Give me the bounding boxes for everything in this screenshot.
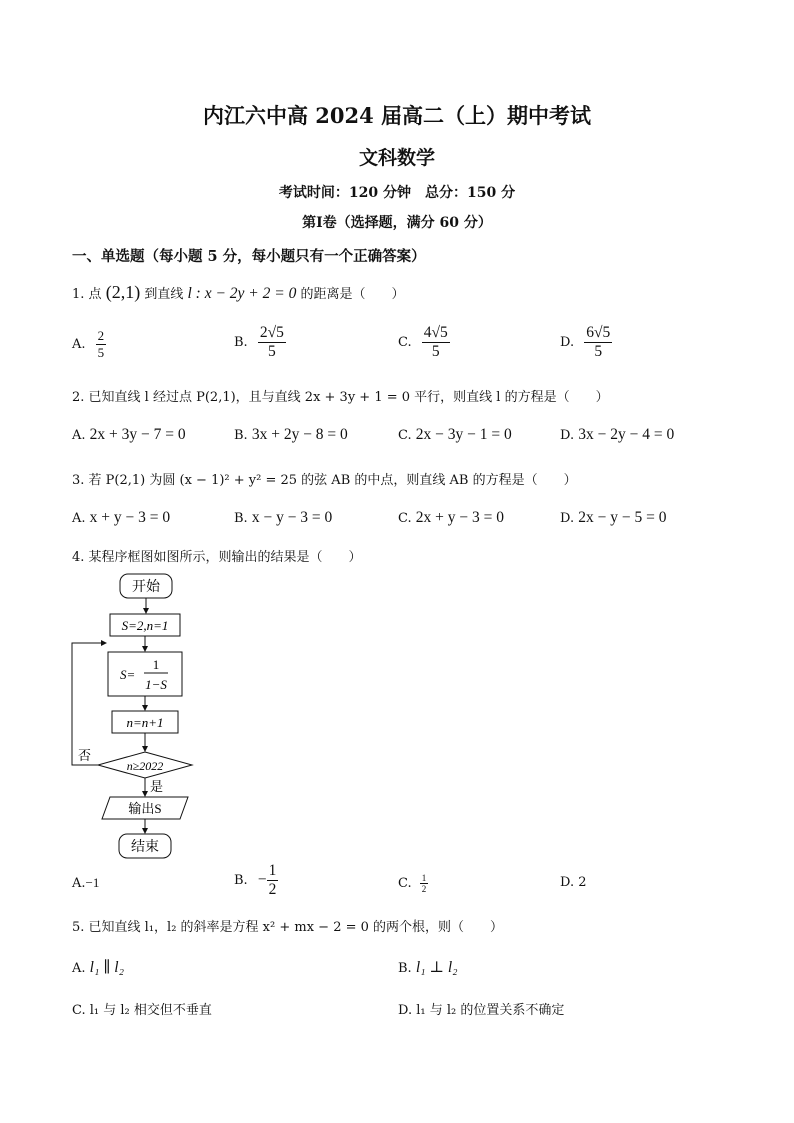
question-number: 1. bbox=[72, 287, 85, 302]
q4-option-d[interactable]: D. 2 bbox=[560, 875, 587, 890]
question-5: 5. 已知直线 l₁，l₂ 的斜率是方程 x² + mx − 2 = 0 的两个根，则（ ） bbox=[72, 920, 504, 935]
section-heading: 一、单选题（每小题 5 分，每小题只有一个正确答案） bbox=[72, 248, 426, 265]
question-3: 3. 若 P(2,1) 为圆 (x − 1)² + y² = 25 的弦 AB 的中点，则直线 AB 的方程是（ ） bbox=[72, 473, 577, 488]
q3-option-d[interactable]: D. 2x − y − 5 = 0 bbox=[560, 509, 667, 526]
q1-option-a[interactable]: A. $\frac{2}{5}$ bbox=[72, 328, 105, 360]
q1-option-d[interactable]: D. $\frac{6√5}{5}$ bbox=[560, 324, 611, 360]
q2-option-c[interactable]: C. 2x − 3y − 1 = 0 bbox=[398, 426, 512, 443]
exam-info: 考试时间：120 分钟 总分：150 分 bbox=[278, 185, 516, 201]
q5-option-c[interactable]: C. l₁ 与 l₂ 相交但不垂直 bbox=[72, 1003, 212, 1018]
question-number: 5. bbox=[72, 920, 85, 935]
question-number: 3. bbox=[72, 473, 85, 488]
flow-end-text: 结束 bbox=[131, 840, 159, 855]
q4-option-c[interactable]: C. $\frac{1}{2}$ bbox=[398, 873, 427, 894]
q3-option-a[interactable]: A. x + y − 3 = 0 bbox=[72, 509, 171, 526]
flow-no-label: 否 bbox=[78, 748, 92, 763]
question-4: 4. 某程序框图如图所示，则输出的结果是（ ） bbox=[72, 550, 362, 565]
flow-init-text: S=2,n=1 bbox=[121, 618, 169, 633]
flow-condition-text: n≥2022 bbox=[126, 759, 164, 773]
q5-option-d[interactable]: D. l₁ 与 l₂ 的位置关系不确定 bbox=[398, 1003, 565, 1018]
q2-option-a[interactable]: A. 2x + 3y − 7 = 0 bbox=[72, 426, 186, 443]
line-equation: l : x − 2y + 2 = 0 bbox=[187, 285, 297, 302]
q2-option-d[interactable]: D. 3x − 2y − 4 = 0 bbox=[560, 426, 675, 443]
point: (2,1) bbox=[105, 282, 141, 302]
question-1: 1. 点 (2,1) 到直线 l : x − 2y + 2 = 0 的距离是（ ） bbox=[72, 282, 405, 302]
q1-option-b[interactable]: B. $\frac{2√5}{5}$ bbox=[234, 324, 284, 360]
exam-title: 内江六中高 2024 届高二（上）期中考试 bbox=[202, 103, 592, 128]
flow-yes-label: 是 bbox=[150, 779, 164, 794]
flowchart bbox=[68, 570, 208, 862]
question-2: 2. 已知直线 l 经过点 P(2,1)，且与直线 2x + 3y + 1 = 0 平行，则直线 l 的方程是（ ） bbox=[72, 390, 609, 405]
flow-assign-den: 1−S bbox=[145, 677, 167, 692]
part-heading: 第Ⅰ卷（选择题，满分 60 分） bbox=[302, 215, 492, 231]
flow-assign-num: 1 bbox=[152, 657, 160, 672]
q4-option-b[interactable]: B. − $\frac{1}{2}$ bbox=[234, 862, 277, 898]
flow-start-text: 开始 bbox=[132, 580, 160, 595]
q3-option-c[interactable]: C. 2x + y − 3 = 0 bbox=[398, 509, 504, 526]
question-number: 2. bbox=[72, 390, 85, 405]
flow-increment-text: n=n+1 bbox=[126, 715, 164, 730]
flow-assign-lhs: S= bbox=[120, 667, 136, 682]
q2-option-b[interactable]: B. 3x + 2y − 8 = 0 bbox=[234, 426, 348, 443]
flow-output-text: 输出S bbox=[128, 801, 162, 816]
q4-option-a[interactable]: A.−1 bbox=[72, 875, 100, 891]
q3-option-b[interactable]: B. x − y − 3 = 0 bbox=[234, 509, 333, 526]
subject-title: 文科数学 bbox=[358, 147, 435, 169]
question-number: 4. bbox=[72, 550, 85, 565]
q1-option-c[interactable]: C. $\frac{4√5}{5}$ bbox=[398, 324, 448, 360]
q5-option-a[interactable]: A. l₁ ∥ l₂ bbox=[72, 959, 124, 976]
q5-option-b[interactable]: B. l₁ ⊥ l₂ bbox=[398, 959, 458, 976]
